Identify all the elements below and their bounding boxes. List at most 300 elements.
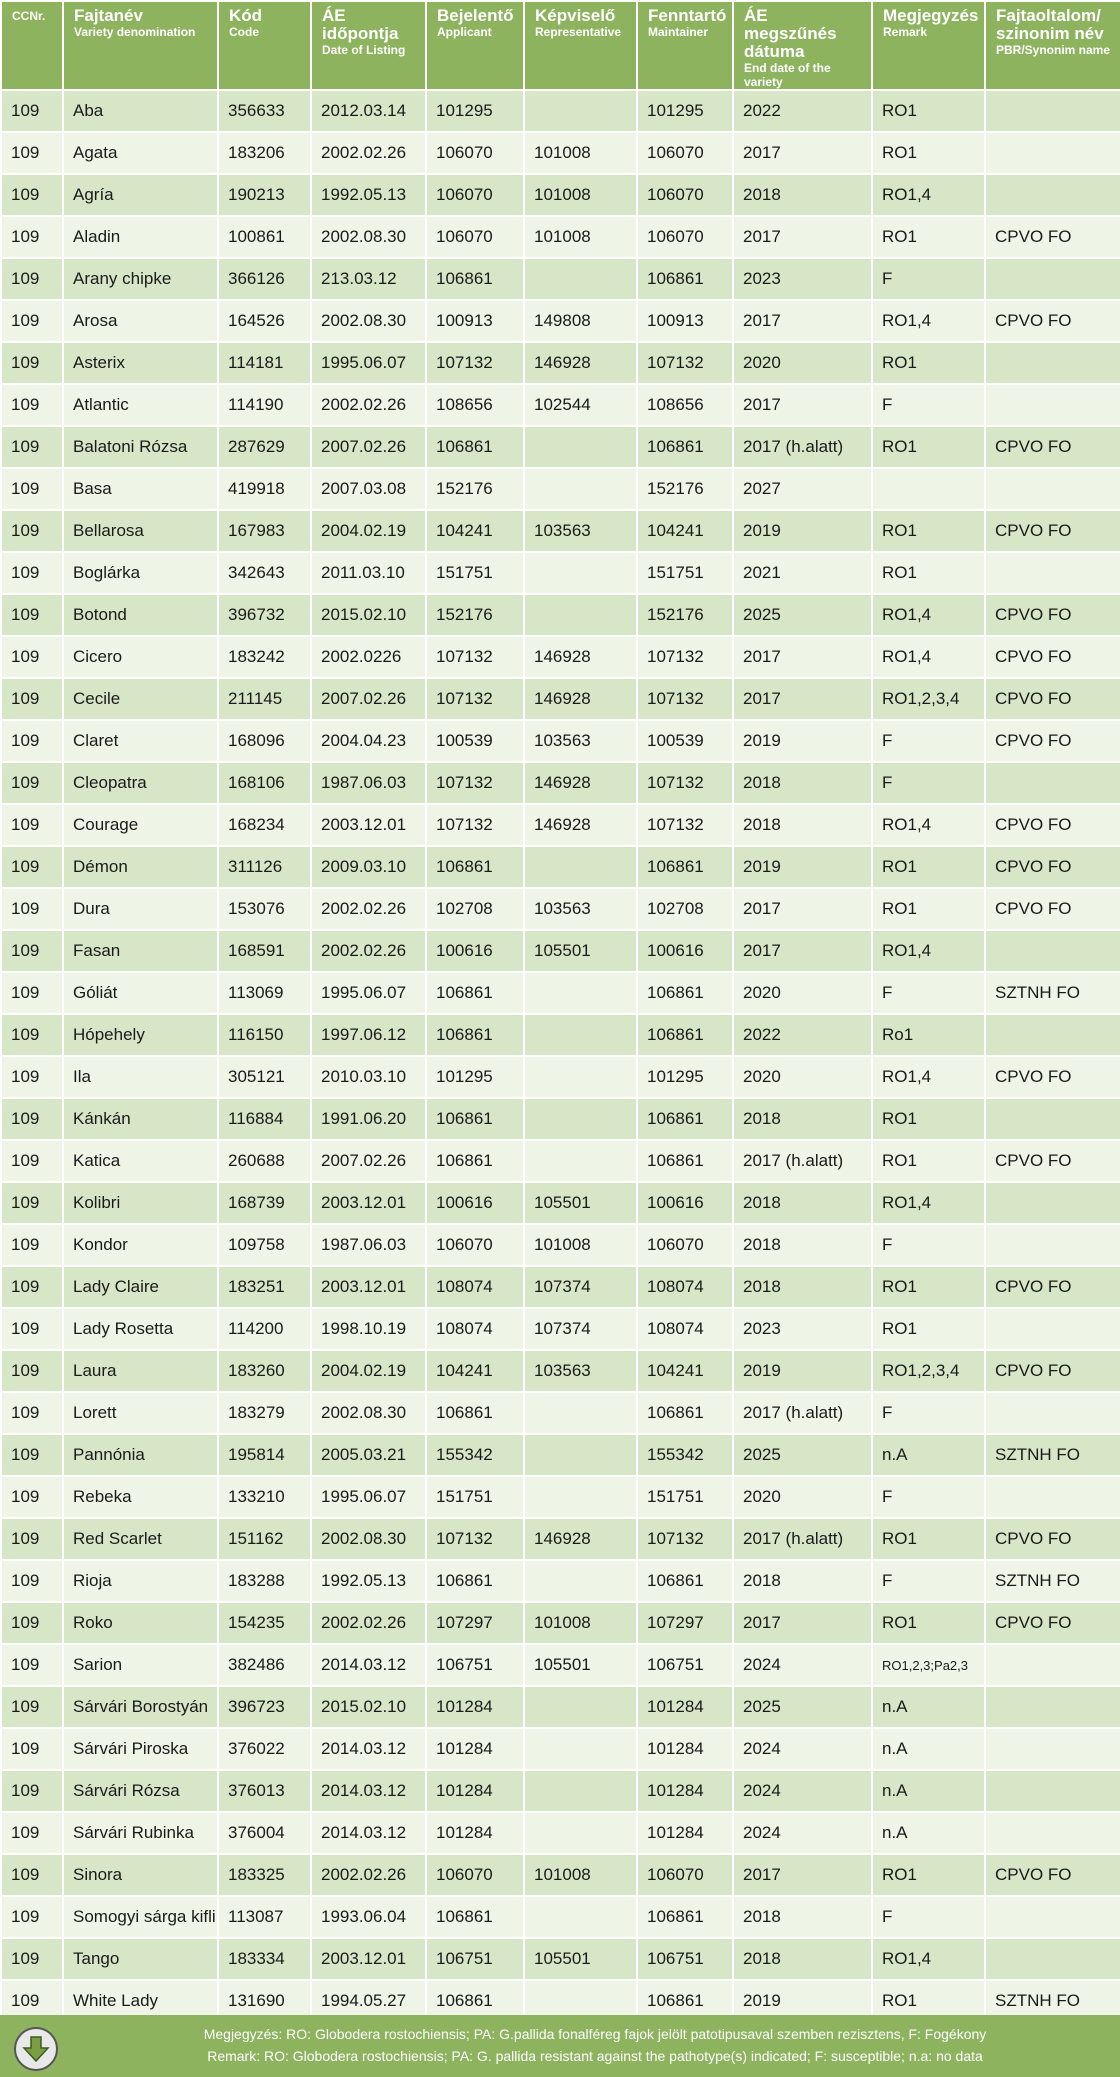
table-cell: 109 bbox=[2, 1603, 62, 1643]
table-cell: Agría bbox=[64, 175, 217, 215]
table-row bbox=[2, 1309, 1120, 1349]
table-cell: CPVO FO bbox=[986, 595, 1120, 635]
table-cell: Lorett bbox=[64, 1393, 217, 1433]
table-cell: 107132 bbox=[427, 343, 523, 383]
column-header-label: Kód bbox=[229, 6, 263, 25]
table-cell: 2007.02.26 bbox=[312, 679, 425, 719]
table-cell: 2019 bbox=[734, 511, 871, 551]
table-cell: CPVO FO bbox=[986, 1141, 1120, 1181]
table-cell: Dura bbox=[64, 889, 217, 929]
table-cell: 109 bbox=[2, 1729, 62, 1769]
table-cell: 103563 bbox=[525, 1351, 636, 1391]
table-cell: RO1 bbox=[873, 1519, 984, 1559]
column-header-label: Fenntartó bbox=[648, 6, 727, 25]
table-cell: 305121 bbox=[219, 1057, 310, 1097]
table-cell: 2015.02.10 bbox=[312, 1687, 425, 1727]
table-cell: Sárvári Rubinka bbox=[64, 1813, 217, 1853]
table-cell bbox=[525, 1897, 636, 1937]
table-row bbox=[2, 1351, 1120, 1391]
table-cell: Hópehely bbox=[64, 1015, 217, 1055]
table-row bbox=[2, 595, 1120, 635]
table-cell: 106861 bbox=[427, 847, 523, 887]
table-cell: 151751 bbox=[638, 553, 732, 593]
table-cell: F bbox=[873, 973, 984, 1013]
table-cell: 109 bbox=[2, 1141, 62, 1181]
table-cell: CPVO FO bbox=[986, 721, 1120, 761]
table-row bbox=[2, 1099, 1120, 1139]
table-cell: 2014.03.12 bbox=[312, 1813, 425, 1853]
table-cell: 109 bbox=[2, 1771, 62, 1811]
legend-note-en: Remark: RO: Globodera rostochiensis; PA: G. pallida resistant against the pathotype(s) indicated; F: susceptible; n.a: no data bbox=[207, 2048, 983, 2064]
table-cell: Katica bbox=[64, 1141, 217, 1181]
table-cell: 106751 bbox=[427, 1645, 523, 1685]
table-cell: 116150 bbox=[219, 1015, 310, 1055]
table-cell: 376004 bbox=[219, 1813, 310, 1853]
table-cell: 151751 bbox=[638, 1477, 732, 1517]
table-cell: 2002.08.30 bbox=[312, 217, 425, 257]
table-cell: 2015.02.10 bbox=[312, 595, 425, 635]
table-cell: CPVO FO bbox=[986, 889, 1120, 929]
table-cell: 106861 bbox=[638, 259, 732, 299]
table-cell: 109 bbox=[2, 1561, 62, 1601]
table-cell: 149808 bbox=[525, 301, 636, 341]
table-cell: 2023 bbox=[734, 1309, 871, 1349]
table-header bbox=[2, 2, 1120, 89]
table-cell: Botond bbox=[64, 595, 217, 635]
table-cell: 2017 bbox=[734, 931, 871, 971]
table-row bbox=[2, 1645, 1120, 1685]
table-cell: 107132 bbox=[427, 679, 523, 719]
table-cell: 109758 bbox=[219, 1225, 310, 1265]
table-cell: Claret bbox=[64, 721, 217, 761]
table-cell: Cicero bbox=[64, 637, 217, 677]
table-cell: 2007.02.26 bbox=[312, 1141, 425, 1181]
table-cell: 183242 bbox=[219, 637, 310, 677]
table-cell: 109 bbox=[2, 1897, 62, 1937]
table-cell: Courage bbox=[64, 805, 217, 845]
table-cell: 183288 bbox=[219, 1561, 310, 1601]
table-cell: Cecile bbox=[64, 679, 217, 719]
table-cell: CPVO FO bbox=[986, 1855, 1120, 1895]
table-cell bbox=[986, 1225, 1120, 1265]
table-cell: Tango bbox=[64, 1939, 217, 1979]
table-cell: 1987.06.03 bbox=[312, 763, 425, 803]
table-cell: 109 bbox=[2, 217, 62, 257]
table-cell: 114200 bbox=[219, 1309, 310, 1349]
table-cell: 376013 bbox=[219, 1771, 310, 1811]
table-cell: 2003.12.01 bbox=[312, 805, 425, 845]
table-cell: 2002.02.26 bbox=[312, 1603, 425, 1643]
table-cell: 152176 bbox=[638, 595, 732, 635]
table-row bbox=[2, 175, 1120, 215]
table-cell: CPVO FO bbox=[986, 301, 1120, 341]
column-header-sublabel: Applicant bbox=[437, 25, 492, 39]
table-cell: 106861 bbox=[638, 1897, 732, 1937]
table-cell: 106861 bbox=[427, 1897, 523, 1937]
table-cell: 2017 bbox=[734, 637, 871, 677]
table-cell: 107132 bbox=[427, 1519, 523, 1559]
table-cell: 2003.12.01 bbox=[312, 1267, 425, 1307]
table-row bbox=[2, 469, 1120, 509]
table-cell: 106861 bbox=[638, 973, 732, 1013]
table-cell: Lady Rosetta bbox=[64, 1309, 217, 1349]
table-cell: 2009.03.10 bbox=[312, 847, 425, 887]
table-cell: 101008 bbox=[525, 1855, 636, 1895]
table-cell: 168096 bbox=[219, 721, 310, 761]
table-cell: RO1 bbox=[873, 217, 984, 257]
table-cell: 101284 bbox=[638, 1813, 732, 1853]
table-cell: 168106 bbox=[219, 763, 310, 803]
table-cell: 2019 bbox=[734, 1981, 871, 2021]
table-cell: 2025 bbox=[734, 595, 871, 635]
table-row bbox=[2, 1939, 1120, 1979]
table-cell: 2020 bbox=[734, 973, 871, 1013]
table-cell: Démon bbox=[64, 847, 217, 887]
table-cell: 2017 bbox=[734, 133, 871, 173]
table-cell bbox=[986, 931, 1120, 971]
table-cell: 106070 bbox=[638, 1225, 732, 1265]
table-cell: CPVO FO bbox=[986, 679, 1120, 719]
table-cell: 107297 bbox=[427, 1603, 523, 1643]
table-cell: 101295 bbox=[638, 91, 732, 131]
table-cell: 133210 bbox=[219, 1477, 310, 1517]
table-cell: Kolibri bbox=[64, 1183, 217, 1223]
table-cell bbox=[986, 1729, 1120, 1769]
table-cell: 107297 bbox=[638, 1603, 732, 1643]
legend-notes bbox=[90, 2023, 1100, 2067]
table-cell: RO1,4 bbox=[873, 595, 984, 635]
table-cell: Góliát bbox=[64, 973, 217, 1013]
table-cell: 1997.06.12 bbox=[312, 1015, 425, 1055]
table-row bbox=[2, 385, 1120, 425]
column-header-sublabel: Maintainer bbox=[648, 25, 709, 39]
table-cell: 2002.08.30 bbox=[312, 1519, 425, 1559]
table-cell: 101284 bbox=[427, 1729, 523, 1769]
column-header-sublabel: Variety denomination bbox=[74, 25, 196, 39]
table-cell: 2023 bbox=[734, 259, 871, 299]
column-header-label: ÁE időpontja bbox=[322, 6, 399, 43]
column-header-sublabel: PBR/Synonim name bbox=[996, 43, 1111, 57]
table-cell: 260688 bbox=[219, 1141, 310, 1181]
table-cell: 2017 (h.alatt) bbox=[734, 1141, 871, 1181]
table-row bbox=[2, 511, 1120, 551]
table-cell: n.A bbox=[873, 1687, 984, 1727]
table-cell: F bbox=[873, 1477, 984, 1517]
table-cell: 106861 bbox=[638, 1981, 732, 2021]
table-cell: 109 bbox=[2, 721, 62, 761]
table-cell: Cleopatra bbox=[64, 763, 217, 803]
table-cell: 106861 bbox=[427, 259, 523, 299]
table-cell: 2022 bbox=[734, 1015, 871, 1055]
table-cell: 101284 bbox=[427, 1771, 523, 1811]
table-row bbox=[2, 1729, 1120, 1769]
table-cell: 1992.05.13 bbox=[312, 175, 425, 215]
table-row bbox=[2, 259, 1120, 299]
table-cell: 2017 bbox=[734, 679, 871, 719]
table-cell: 108074 bbox=[427, 1309, 523, 1349]
table-cell: 2017 bbox=[734, 1855, 871, 1895]
table-cell bbox=[525, 553, 636, 593]
table-cell: Sárvári Rózsa bbox=[64, 1771, 217, 1811]
table-cell bbox=[525, 847, 636, 887]
table-cell: 131690 bbox=[219, 1981, 310, 2021]
table-cell: Agata bbox=[64, 133, 217, 173]
column-header bbox=[986, 2, 1120, 89]
table-row bbox=[2, 763, 1120, 803]
table-cell: 1994.05.27 bbox=[312, 1981, 425, 2021]
table-cell: 195814 bbox=[219, 1435, 310, 1475]
table-cell: Rebeka bbox=[64, 1477, 217, 1517]
column-header bbox=[734, 2, 871, 89]
table-cell: 107132 bbox=[638, 637, 732, 677]
table-cell: 109 bbox=[2, 1015, 62, 1055]
table-cell: 183251 bbox=[219, 1267, 310, 1307]
table-cell bbox=[986, 1183, 1120, 1223]
table-cell: 396723 bbox=[219, 1687, 310, 1727]
table-cell: 109 bbox=[2, 1309, 62, 1349]
table-cell bbox=[525, 91, 636, 131]
table-cell: RO1 bbox=[873, 511, 984, 551]
table-cell: SZTNH FO bbox=[986, 1981, 1120, 2021]
table-row bbox=[2, 1477, 1120, 1517]
table-cell: 1991.06.20 bbox=[312, 1099, 425, 1139]
table-cell: Bellarosa bbox=[64, 511, 217, 551]
table-cell: 2004.04.23 bbox=[312, 721, 425, 761]
table-cell: 183206 bbox=[219, 133, 310, 173]
table-cell: Kánkán bbox=[64, 1099, 217, 1139]
table-cell bbox=[525, 1561, 636, 1601]
table-cell: 146928 bbox=[525, 343, 636, 383]
table-cell: F bbox=[873, 259, 984, 299]
column-header-sublabel: Remark bbox=[883, 25, 928, 39]
table-cell: n.A bbox=[873, 1435, 984, 1475]
table-cell bbox=[525, 1435, 636, 1475]
table-cell: 106861 bbox=[638, 1393, 732, 1433]
table-cell: CPVO FO bbox=[986, 217, 1120, 257]
table-row bbox=[2, 679, 1120, 719]
table-cell: n.A bbox=[873, 1771, 984, 1811]
table-cell: CPVO FO bbox=[986, 1057, 1120, 1097]
table-cell: 106070 bbox=[638, 175, 732, 215]
table-cell: 2014.03.12 bbox=[312, 1771, 425, 1811]
table-cell: 2003.12.01 bbox=[312, 1183, 425, 1223]
table-row bbox=[2, 1855, 1120, 1895]
table-cell bbox=[986, 1099, 1120, 1139]
table-cell: 213.03.12 bbox=[312, 259, 425, 299]
table-cell: 151162 bbox=[219, 1519, 310, 1559]
table-cell: 2025 bbox=[734, 1687, 871, 1727]
table-cell: 311126 bbox=[219, 847, 310, 887]
table-cell: 109 bbox=[2, 553, 62, 593]
table-cell: 2018 bbox=[734, 1099, 871, 1139]
table-cell: 108656 bbox=[427, 385, 523, 425]
table-cell: 106861 bbox=[427, 1099, 523, 1139]
table-cell: 104241 bbox=[427, 511, 523, 551]
table-cell: 2020 bbox=[734, 1057, 871, 1097]
table-cell: 2004.02.19 bbox=[312, 1351, 425, 1391]
table-cell: Arany chipke bbox=[64, 259, 217, 299]
table-cell bbox=[525, 1141, 636, 1181]
table-cell bbox=[986, 1687, 1120, 1727]
table-cell: 109 bbox=[2, 973, 62, 1013]
table-cell: 2020 bbox=[734, 1477, 871, 1517]
table-cell: 107374 bbox=[525, 1309, 636, 1349]
table-cell: 152176 bbox=[638, 469, 732, 509]
table-cell: 106070 bbox=[427, 1855, 523, 1895]
table-cell: 109 bbox=[2, 1435, 62, 1475]
table-cell: 101008 bbox=[525, 217, 636, 257]
table-cell: 107132 bbox=[427, 763, 523, 803]
table-cell bbox=[525, 1015, 636, 1055]
table-cell: Sinora bbox=[64, 1855, 217, 1895]
table-cell: RO1 bbox=[873, 1267, 984, 1307]
table-cell: RO1,4 bbox=[873, 1939, 984, 1979]
table-cell: F bbox=[873, 1393, 984, 1433]
table-cell bbox=[986, 469, 1120, 509]
table-row bbox=[2, 553, 1120, 593]
header-row bbox=[2, 2, 1120, 89]
table-cell: 101008 bbox=[525, 1225, 636, 1265]
table-cell bbox=[986, 385, 1120, 425]
table-cell: 107132 bbox=[427, 805, 523, 845]
table-cell: RO1 bbox=[873, 1855, 984, 1895]
table-cell: F bbox=[873, 763, 984, 803]
table-cell: 2014.03.12 bbox=[312, 1645, 425, 1685]
table-cell: 2022 bbox=[734, 91, 871, 131]
table-row bbox=[2, 1183, 1120, 1223]
table-cell: 107374 bbox=[525, 1267, 636, 1307]
table-row bbox=[2, 1267, 1120, 1307]
table-cell: 146928 bbox=[525, 763, 636, 803]
table-row bbox=[2, 301, 1120, 341]
table-cell: F bbox=[873, 721, 984, 761]
table-cell: CPVO FO bbox=[986, 1267, 1120, 1307]
table-cell: 106861 bbox=[638, 1141, 732, 1181]
table-cell: 2017 bbox=[734, 889, 871, 929]
table-cell: 100616 bbox=[427, 931, 523, 971]
table-cell: 2011.03.10 bbox=[312, 553, 425, 593]
table-cell bbox=[525, 973, 636, 1013]
table-cell: RO1,4 bbox=[873, 1183, 984, 1223]
table-cell: RO1 bbox=[873, 1309, 984, 1349]
table-cell: 2017 (h.alatt) bbox=[734, 1519, 871, 1559]
table-cell: 101284 bbox=[427, 1687, 523, 1727]
table-cell bbox=[986, 91, 1120, 131]
table-cell: RO1,2,3;Pa2,3 bbox=[873, 1645, 984, 1685]
table-cell bbox=[986, 1309, 1120, 1349]
table-cell: 106861 bbox=[638, 1561, 732, 1601]
table-cell: 106861 bbox=[427, 1015, 523, 1055]
table-cell: 109 bbox=[2, 931, 62, 971]
table-cell: 2002.02.26 bbox=[312, 931, 425, 971]
table-cell: 100913 bbox=[638, 301, 732, 341]
table-cell: Atlantic bbox=[64, 385, 217, 425]
column-header bbox=[638, 2, 732, 89]
table-row bbox=[2, 1225, 1120, 1265]
table-cell: 2018 bbox=[734, 805, 871, 845]
table-cell: Boglárka bbox=[64, 553, 217, 593]
table-cell: 1995.06.07 bbox=[312, 973, 425, 1013]
table-cell: 2012.03.14 bbox=[312, 91, 425, 131]
column-header bbox=[219, 2, 310, 89]
table-cell: 104241 bbox=[638, 511, 732, 551]
table-cell: 2017 bbox=[734, 301, 871, 341]
table-cell: 106751 bbox=[427, 1939, 523, 1979]
table-cell: 101295 bbox=[427, 91, 523, 131]
table-cell: 109 bbox=[2, 1057, 62, 1097]
table-cell: 2018 bbox=[734, 175, 871, 215]
table-row bbox=[2, 1897, 1120, 1937]
table-cell: Basa bbox=[64, 469, 217, 509]
column-header bbox=[2, 2, 62, 89]
table-cell: 2027 bbox=[734, 469, 871, 509]
table-cell: 100616 bbox=[638, 1183, 732, 1223]
table-cell: 2007.03.08 bbox=[312, 469, 425, 509]
table-cell bbox=[525, 1771, 636, 1811]
table-row bbox=[2, 1393, 1120, 1433]
table-cell: Somogyi sárga kifli bbox=[64, 1897, 217, 1937]
table-cell: 109 bbox=[2, 1393, 62, 1433]
table-cell: RO1 bbox=[873, 1141, 984, 1181]
table-cell bbox=[986, 1645, 1120, 1685]
table-row bbox=[2, 133, 1120, 173]
table-cell: 2021 bbox=[734, 553, 871, 593]
table-cell bbox=[986, 343, 1120, 383]
table-cell: 2025 bbox=[734, 1435, 871, 1475]
table-cell: 1995.06.07 bbox=[312, 343, 425, 383]
table-cell: 2018 bbox=[734, 1225, 871, 1265]
column-header-label: Képviselő bbox=[535, 6, 616, 25]
table-cell: 103563 bbox=[525, 511, 636, 551]
table-body bbox=[2, 91, 1120, 2021]
table-cell: RO1 bbox=[873, 91, 984, 131]
column-header-label: Fajtaoltalom/ szinonim név bbox=[996, 6, 1104, 43]
table-cell bbox=[986, 763, 1120, 803]
table-cell: 105501 bbox=[525, 1183, 636, 1223]
table-cell: 105501 bbox=[525, 931, 636, 971]
table-cell: 109 bbox=[2, 175, 62, 215]
table-cell: 154235 bbox=[219, 1603, 310, 1643]
table-cell: 109 bbox=[2, 469, 62, 509]
table-cell: 164526 bbox=[219, 301, 310, 341]
table-cell: RO1 bbox=[873, 133, 984, 173]
table-cell: SZTNH FO bbox=[986, 1435, 1120, 1475]
table-cell: 152176 bbox=[427, 595, 523, 635]
table-row bbox=[2, 91, 1120, 131]
table-cell: RO1,4 bbox=[873, 301, 984, 341]
table-cell: 102708 bbox=[638, 889, 732, 929]
table-cell: 109 bbox=[2, 1519, 62, 1559]
table-row bbox=[2, 1771, 1120, 1811]
table-cell: 2024 bbox=[734, 1771, 871, 1811]
column-header-label: Megjegyzés bbox=[883, 6, 979, 25]
table-row bbox=[2, 1015, 1120, 1055]
table-cell: 2017 bbox=[734, 217, 871, 257]
table-row bbox=[2, 931, 1120, 971]
table-cell: 146928 bbox=[525, 805, 636, 845]
table-cell: 1992.05.13 bbox=[312, 1561, 425, 1601]
table-cell: 101295 bbox=[427, 1057, 523, 1097]
table-cell: 211145 bbox=[219, 679, 310, 719]
table-row bbox=[2, 1519, 1120, 1559]
table-row bbox=[2, 343, 1120, 383]
down-arrow-icon[interactable] bbox=[14, 2027, 58, 2071]
table-cell bbox=[986, 1939, 1120, 1979]
table-cell: 1998.10.19 bbox=[312, 1309, 425, 1349]
table-cell: 109 bbox=[2, 847, 62, 887]
table-cell: Sárvári Borostyán bbox=[64, 1687, 217, 1727]
table-cell: 107132 bbox=[638, 763, 732, 803]
